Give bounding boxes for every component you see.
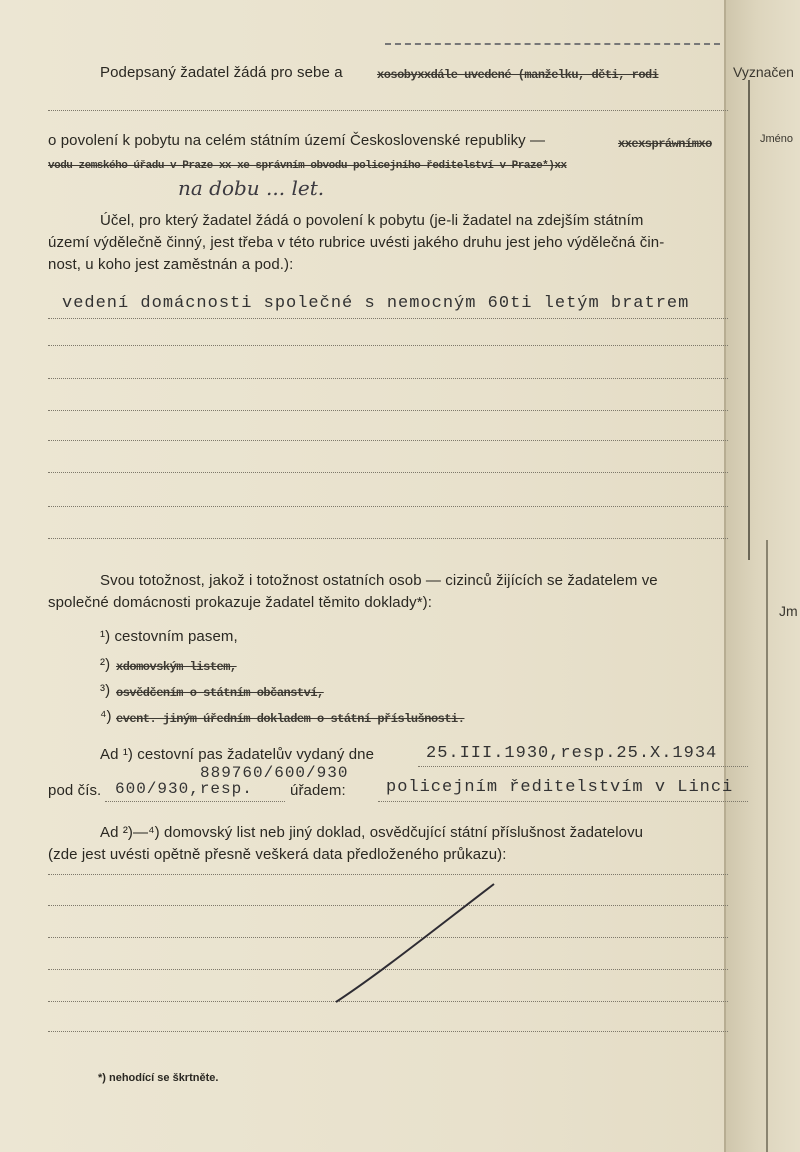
doc-option-2-prefix: ²) xyxy=(100,656,111,673)
side-label-jmeno: Jméno xyxy=(760,133,794,145)
struck-text: xdomovským listem, xyxy=(116,660,237,674)
fill-line xyxy=(48,318,728,319)
fill-line xyxy=(48,410,728,411)
fill-line xyxy=(378,801,748,802)
fill-line xyxy=(48,378,728,379)
authority-label: úřadem: xyxy=(290,782,346,799)
struck-text: xosobyxxdále uvedené (manželku, děti, rodi xyxy=(377,68,659,82)
fill-line xyxy=(48,874,728,875)
side-label-vyznaceni: Vyznačen xyxy=(733,64,794,80)
struck-text: xxexspráwnímxo xyxy=(618,137,712,151)
doc-option-4-prefix: ⁴) xyxy=(100,708,112,725)
purpose-typed-value: vedení domácnosti společné s nemocným 60ti letým bratrem xyxy=(62,294,690,313)
passport-number-alt: 889760/600/930 xyxy=(200,764,349,782)
fill-line xyxy=(48,538,728,539)
identity-line-2: společné domácnosti prokazuje žadatel těmito doklady*): xyxy=(48,594,433,611)
struck-text: vodu zemského úřadu v Praze xx xe správním obvodu policejního ředitelství v Praze*)xx xyxy=(48,160,567,172)
passport-issue-date: 25.III.1930,resp.25.X.1934 xyxy=(426,744,718,763)
sheet-edge-line xyxy=(766,540,768,1152)
sheet-edge-line xyxy=(748,80,750,560)
domicile-line-1: Ad ²)—⁴) domovský list neb jiný doklad, osvědčující státní příslušnost žadatelovu xyxy=(100,824,644,841)
doc-option-3-prefix: ³) xyxy=(100,682,111,699)
doc-option-1: ¹) cestovním pasem, xyxy=(100,628,238,645)
struck-text: osvědčením o státním občanství, xyxy=(116,686,324,700)
applicant-intro: Podepsaný žadatel žádá pro sebe a xyxy=(100,64,343,81)
passport-number-label: pod čís. xyxy=(48,782,102,799)
struck-text: event. jiným úředním dokladem o státní příslušnosti. xyxy=(116,712,465,726)
passport-issued-label: Ad ¹) cestovní pas žadatelův vydaný dne xyxy=(100,746,375,763)
fill-line xyxy=(48,472,728,473)
passport-number: 600/930,resp. xyxy=(115,780,253,798)
fill-line xyxy=(48,440,728,441)
fill-line xyxy=(48,506,728,507)
fill-line xyxy=(105,801,285,802)
domicile-line-2: (zde jest uvésti opětně přesně veškerá data předloženého průkazu): xyxy=(48,846,507,863)
footnote: *) nehodící se škrtněte. xyxy=(98,1072,219,1084)
purpose-line-2: území výdělečně činný, jest třeba v této rubrice uvésti jakého druhu jest jeho výdělečná čin- xyxy=(48,234,665,251)
handwritten-duration: na dobu ... let. xyxy=(178,176,325,200)
purpose-line-1: Účel, pro který žadatel žádá o povolení k pobytu (je-li žadatel na zdejším státním xyxy=(100,212,644,229)
fill-line xyxy=(48,345,728,346)
purpose-line-3: nost, u koho jest zaměstnán a pod.): xyxy=(48,256,294,273)
fill-line xyxy=(48,1031,728,1032)
identity-line-1: Svou totožnost, jakož i totožnost ostatních osob — cizinců žijících se žadatelem ve xyxy=(100,572,658,589)
top-divider xyxy=(385,43,720,45)
residence-permit-text: o povolení k pobytu na celém státním území Československé republiky — xyxy=(48,132,546,149)
underlying-sheet xyxy=(724,0,800,1152)
cancel-stroke xyxy=(330,878,500,1008)
fill-line xyxy=(418,766,748,767)
fill-line xyxy=(48,110,728,111)
authority-value: policejním ředitelstvím v Linci xyxy=(386,778,734,797)
side-label-jm: Jm xyxy=(779,603,798,619)
